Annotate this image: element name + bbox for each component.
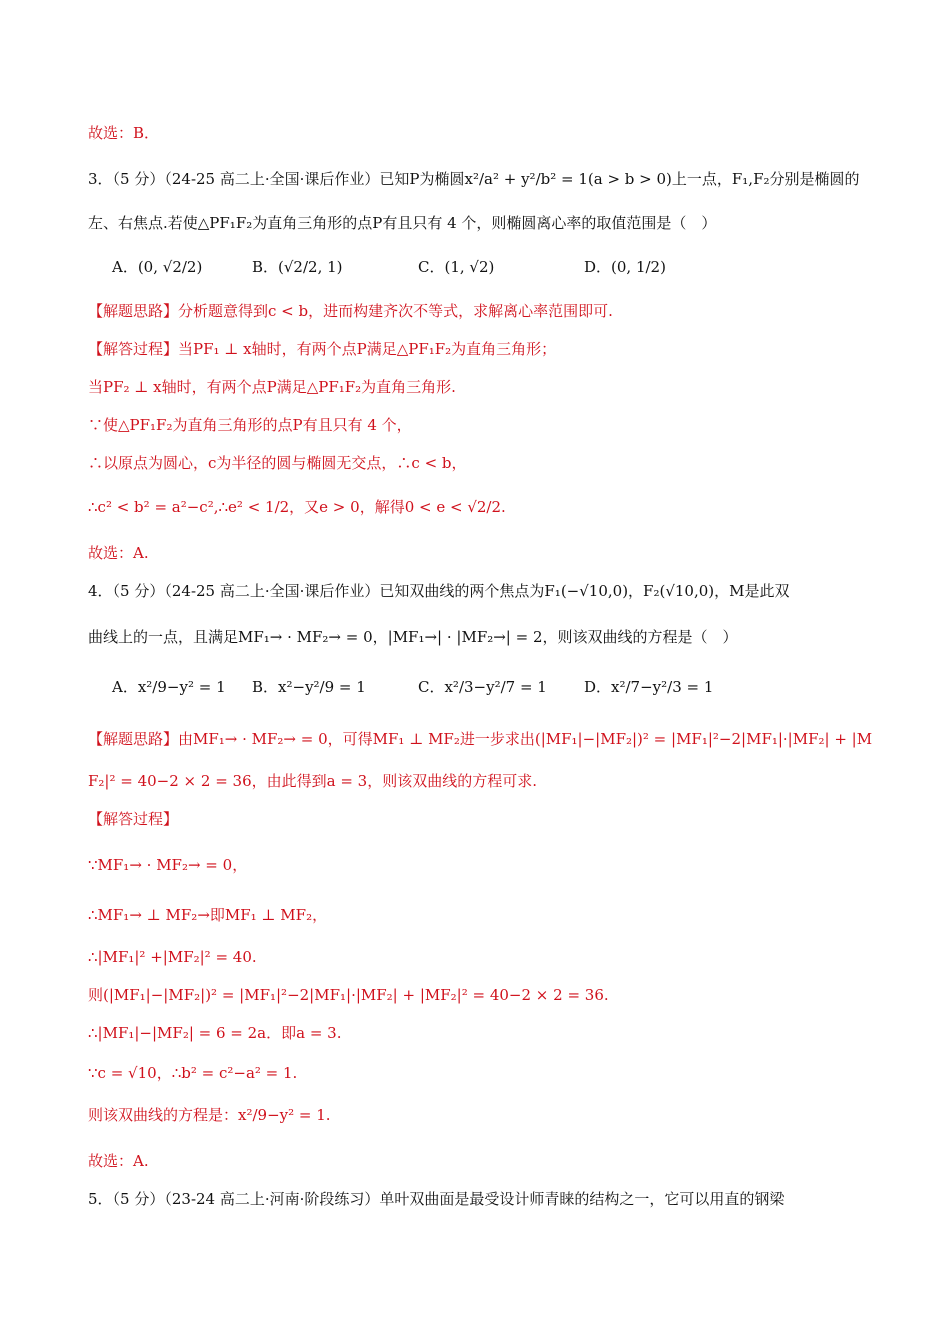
q4-solution-2: ∴MF₁→ ⊥ MF₂→即MF₁ ⊥ MF₂， xyxy=(88,906,328,924)
q4-stem-2: 曲线上的一点，且满足MF₁→ · MF₂→ = 0，|MF₁→| · |MF₂→| = 2，则该双曲线的方程是（ ） xyxy=(88,628,738,646)
q4-solution-7: 则该双曲线的方程是：x²/9−y² = 1. xyxy=(88,1106,331,1124)
q4-solution-1: ∵MF₁→ · MF₂→ = 0， xyxy=(88,856,248,874)
q4-option-c: C．x²/3−y²/7 = 1 xyxy=(418,678,547,696)
q3-solution-2: 当PF₂ ⊥ x轴时，有两个点P满足△PF₁F₂为直角三角形. xyxy=(88,378,456,396)
q3-option-b: B．(√2/2, 1) xyxy=(252,258,343,276)
q4-answer: 故选：A. xyxy=(88,1152,149,1170)
q3-solution-idea: 【解题思路】分析题意得到c < b，进而构建齐次不等式，求解离心率范围即可. xyxy=(88,302,613,320)
q3-stem-1: 3．（5 分）（24-25 高二上·全国·课后作业）已知P为椭圆x²/a² + y²/b² = 1(a > b > 0)上一点，F₁,F₂分别是椭圆的 xyxy=(88,170,860,188)
q5-stem-1: 5．（5 分）（23-24 高二上·河南·阶段练习）单叶双曲面是最受设计师青睐的结构之一，它可以用直的钢梁 xyxy=(88,1190,785,1208)
q3-solution-1: 【解答过程】当PF₁ ⊥ x轴时，有两个点P满足△PF₁F₂为直角三角形； xyxy=(88,340,557,358)
q4-solution-6: ∵c = √10，∴b² = c²−a² = 1. xyxy=(88,1064,298,1082)
q4-solution-4: 则(|MF₁|−|MF₂|)² = |MF₁|²−2|MF₁|·|MF₂| + |MF₂|² = 40−2 × 2 = 36. xyxy=(88,986,609,1004)
q3-solution-3: ∵使△PF₁F₂为直角三角形的点P有且只有 4 个， xyxy=(88,416,412,434)
q3-answer: 故选：A. xyxy=(88,544,149,562)
q3-solution-4: ∴以原点为圆心，c为半径的圆与椭圆无交点，∴c < b， xyxy=(88,454,467,472)
q4-stem-1: 4．（5 分）（24-25 高二上·全国·课后作业）已知双曲线的两个焦点为F₁(−√10,0)，F₂(√10,0)，M是此双 xyxy=(88,582,790,600)
q3-option-c: C．(1, √2) xyxy=(418,258,495,276)
l1: 故选：B． xyxy=(88,124,160,142)
q3-solution-5: ∴c² < b² = a²−c²,∴e² < 1/2，又e > 0，解得0 < e < √2/2. xyxy=(88,498,506,516)
q3-stem-2: 左、右焦点.若使△PF₁F₂为直角三角形的点P有且只有 4 个，则椭圆离心率的取值范围是（ ） xyxy=(88,214,717,232)
q3-option-a: A．(0, √2/2) xyxy=(112,258,203,276)
q4-solution-3: ∴|MF₁|² +|MF₂|² = 40. xyxy=(88,948,257,966)
q3-option-d: D．(0, 1/2) xyxy=(584,258,666,276)
q4-solution-idea-2: F₂|² = 40−2 × 2 = 36，由此得到a = 3，则该双曲线的方程可求. xyxy=(88,772,537,790)
q4-option-a: A．x²/9−y² = 1 xyxy=(112,678,226,696)
q4-solution-5: ∴|MF₁|−|MF₂| = 6 = 2a．即a = 3. xyxy=(88,1024,342,1042)
q4-solution-idea-1: 【解题思路】由MF₁→ · MF₂→ = 0，可得MF₁ ⊥ MF₂进一步求出(|MF₁|−|MF₂|)² = |MF₁|²−2|MF₁|·|MF₂| + |M xyxy=(88,730,873,748)
q4-option-b: B．x²−y²/9 = 1 xyxy=(252,678,366,696)
q4-option-d: D．x²/7−y²/3 = 1 xyxy=(584,678,714,696)
q4-solution-heading: 【解答过程】 xyxy=(88,810,179,828)
